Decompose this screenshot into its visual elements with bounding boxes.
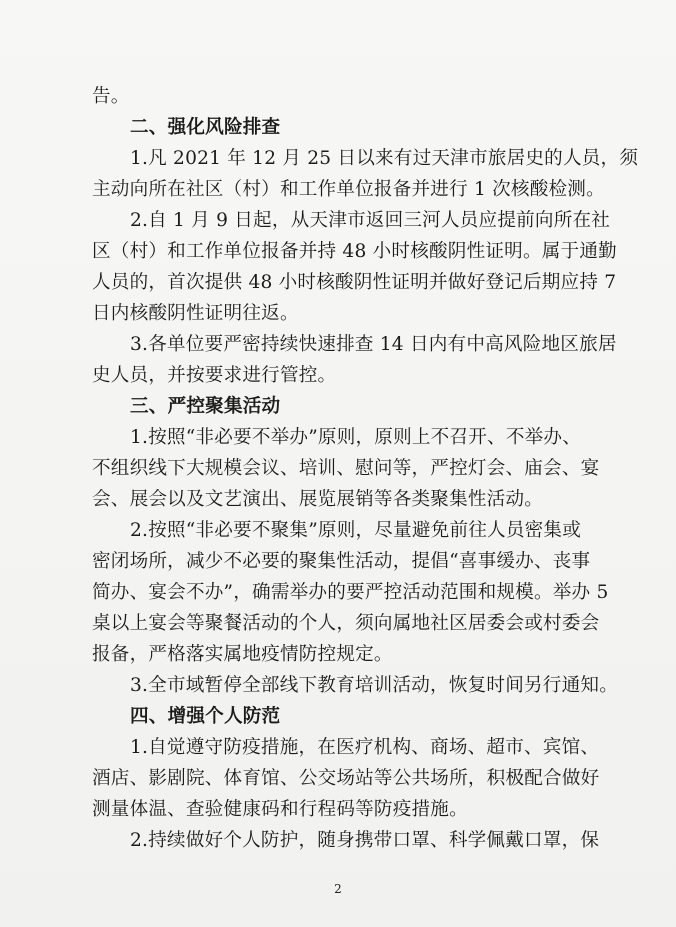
text-line: 会、展会以及文艺演出、展览展销等各类聚集性活动。 xyxy=(92,489,544,510)
page-number: 2 xyxy=(334,882,342,896)
text-line: 3.全市域暂停全部线下教育培训活动，恢复时间另行通知。 xyxy=(130,675,618,696)
text-line: 2.自 1 月 9 日起，从天津市返回三河人员应提前向所在社 xyxy=(130,210,611,231)
text-line: 人员的，首次提供 48 小时核酸阴性证明并做好登记后期应持 7 xyxy=(92,272,617,293)
section-heading: 四、增强个人防范 xyxy=(130,706,281,727)
text-line: 桌以上宴会等聚餐活动的个人，须向属地社区居委会或村委会 xyxy=(92,613,600,634)
section-heading: 三、严控聚集活动 xyxy=(130,396,281,417)
text-line: 1.按照“非必要不举办”原则，原则上不召开、不举办、 xyxy=(130,427,582,448)
text-line: 告。 xyxy=(92,86,130,107)
text-line: 区（村）和工作单位报备并持 48 小时核酸阴性证明。属于通勤 xyxy=(92,241,617,262)
text-line: 密闭场所，减少不必要的聚集性活动，提倡“喜事缓办、丧事 xyxy=(92,551,591,572)
text-line: 测量体温、查验健康码和行程码等防疫措施。 xyxy=(92,799,468,820)
text-line: 日内核酸阴性证明往返。 xyxy=(92,303,299,324)
text-line: 酒店、影剧院、体育馆、公交场站等公共场所，积极配合做好 xyxy=(92,768,600,789)
text-line: 不组织线下大规模会议、培训、慰问等，严控灯会、庙会、宴 xyxy=(92,458,600,479)
text-line: 1.凡 2021 年 12 月 25 日以来有过天津市旅居史的人员，须 xyxy=(130,148,639,169)
text-line: 3.各单位要严密持续快速排查 14 日内有中高风险地区旅居 xyxy=(130,334,617,355)
text-line: 主动向所在社区（村）和工作单位报备并进行 1 次核酸检测。 xyxy=(92,179,605,200)
text-line: 2.持续做好个人防护，随身携带口罩、科学佩戴口罩，保 xyxy=(130,830,600,851)
section-heading: 二、强化风险排查 xyxy=(130,117,281,138)
text-line: 简办、宴会不办”，确需举办的要严控活动范围和规模。举办 5 xyxy=(92,582,609,603)
text-line: 史人员，并按要求进行管控。 xyxy=(92,365,337,386)
text-line: 2.按照“非必要不聚集”原则，尽量避免前往人员密集或 xyxy=(130,520,582,541)
text-line: 报备，严格落实属地疫情防控规定。 xyxy=(92,644,393,665)
text-line: 1.自觉遵守防疫措施，在医疗机构、商场、超市、宾馆、 xyxy=(130,737,600,758)
